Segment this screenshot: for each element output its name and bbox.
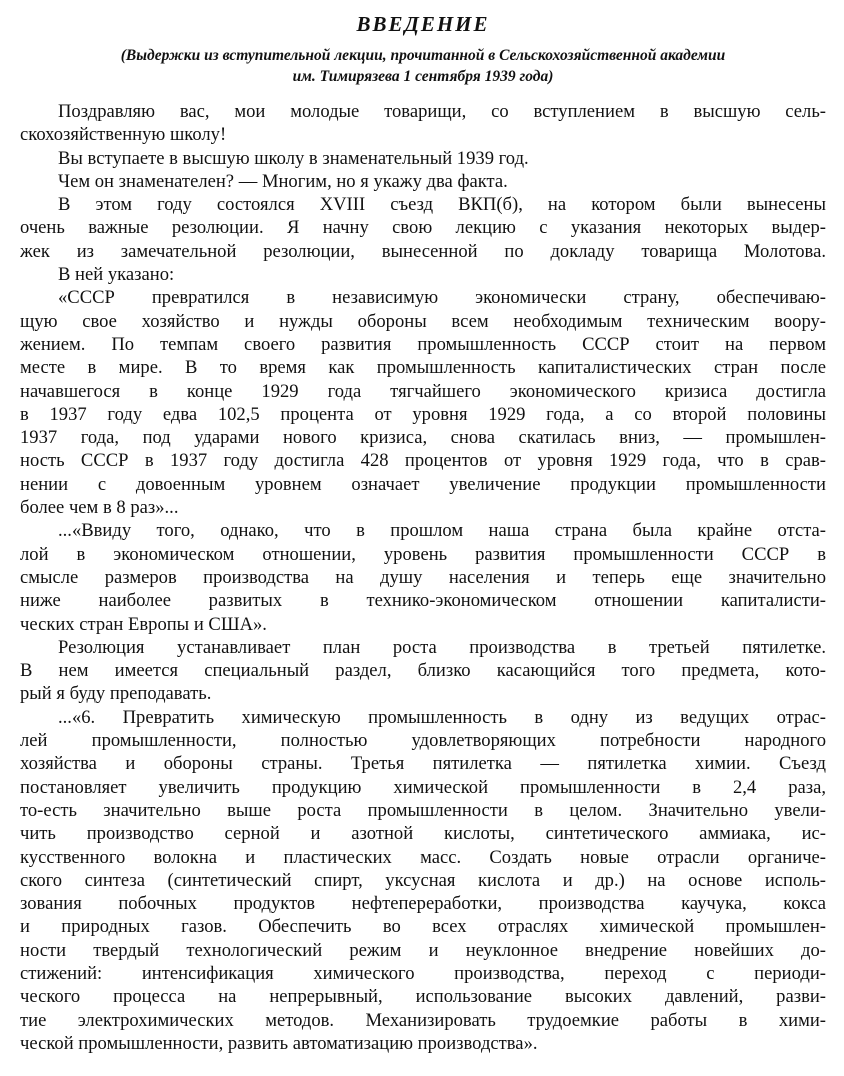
text-line: ности твердый технологический режим и неуклонное внедрение новейших до- — [20, 939, 826, 961]
text-line: то-есть значительно выше роста промышленности в целом. Значительно увели- — [20, 799, 826, 821]
text-line: хозяйства и обороны страны. Третья пятилетка — пятилетка химии. Съезд — [20, 753, 826, 775]
text-line: жением. По темпам своего развития промышленность СССР стоит на первом — [20, 333, 826, 355]
text-line: ...«Ввиду того, однако, что в прошлом наша страна была крайне отста- — [58, 520, 826, 542]
text-line: тие электрохимических методов. Механизировать трудоемкие работы в хими- — [20, 1009, 826, 1031]
text-line: нении с довоенным уровнем означает увеличение продукции промышленности — [20, 473, 826, 495]
text-line: кусственного волокна и пластических масс. Создать новые отрасли органиче- — [20, 846, 826, 868]
text-line: В этом году состоялся XVIII съезд ВКП(б), на котором были вынесены — [58, 194, 826, 216]
text-line: ского синтеза (синтетический спирт, уксусная кислота и др.) на основе исполь- — [20, 869, 826, 891]
text-line: чить производство серной и азотной кислоты, синтетического аммиака, ис- — [20, 823, 826, 845]
text-line: ниже наиболее развитых в технико-экономическом отношении капиталисти- — [20, 590, 826, 612]
text-line: в 1937 году едва 102,5 процента от уровня 1929 года, а со второй половины — [20, 403, 826, 425]
page-title: ВВЕДЕНИЕ — [356, 12, 490, 36]
text-line: стижений: интенсификация химического производства, переход с периоди- — [20, 962, 826, 984]
text-line: Чем он знаменателен? — Многим, но я укажу два факта. — [58, 170, 508, 192]
text-line: жек из замечательной резолюции, вынесенной по докладу товарища Молотова. — [20, 240, 826, 262]
text-line: ческой промышленности, развить автоматизацию производства». — [20, 1032, 538, 1054]
text-line: смысле размеров производства на душу населения и теперь еще значительно — [20, 566, 826, 588]
text-line: скохозяйственную школу! — [20, 124, 227, 146]
text-line: более чем в 8 раз»... — [20, 497, 179, 519]
text-line: Поздравляю вас, мои молодые товарищи, со вступлением в высшую сель- — [58, 101, 826, 122]
text-line: месте в мире. В то время как промышленность капиталистических стран после — [20, 357, 826, 379]
text-line: и природных газов. Обеспечить во всех отраслях химической промышлен- — [20, 916, 826, 938]
text-line: ческого процесса на непрерывный, использование высоких давлений, разви- — [20, 986, 826, 1008]
text-line: Вы вступаете в высшую школу в знаменательный 1939 год. — [58, 147, 529, 169]
text-line: лой в экономическом отношении, уровень развития промышленности СССР в — [20, 543, 826, 565]
body-text — [20, 100, 826, 1055]
text-line: ческих стран Европы и США». — [20, 613, 267, 635]
subtitle-line: (Выдержки из вступительной лекции, прочитанной в Сельскохозяйственной академии — [120, 47, 726, 64]
subtitle — [20, 45, 826, 87]
text-line: постановляет увеличить продукцию химической промышленности в 2,4 раза, — [20, 776, 826, 798]
text-line: Резолюция устанавливает план роста производства в третьей пятилетке. — [58, 636, 826, 658]
text-line: 1937 года, под ударами нового кризиса, снова скатилась вниз, — промышлен- — [20, 427, 826, 449]
text-line: зования побочных продуктов нефтепереработки, производства каучука, кокса — [20, 893, 826, 915]
text-line: рый я буду преподавать. — [20, 683, 212, 705]
text-line: ...«6. Превратить химическую промышленность в одну из ведущих отрас- — [58, 706, 826, 728]
text-line: ность СССР в 1937 году достигла 428 процентов от уровня 1929 года, что в срав- — [20, 450, 826, 472]
subtitle-line: им. Тимирязева 1 сентября 1939 года) — [292, 68, 554, 85]
text-line: В нем имеется специальный раздел, близко касающийся того предмета, кото- — [20, 660, 826, 682]
text-line: лей промышленности, полностью удовлетворяющих потребности народного — [20, 730, 826, 752]
text-line: щую свое хозяйство и нужды обороны всем необходимым техническим воору- — [20, 310, 826, 332]
text-line: «СССР превратился в независимую экономически страну, обеспечиваю- — [58, 287, 826, 309]
text-line: начавшегося в конце 1929 года тягчайшего экономического кризиса достигла — [20, 380, 826, 402]
text-line: очень важные резолюции. Я начну свою лекцию с указания некоторых выдер- — [20, 217, 826, 239]
text-line: В ней указано: — [58, 264, 175, 286]
